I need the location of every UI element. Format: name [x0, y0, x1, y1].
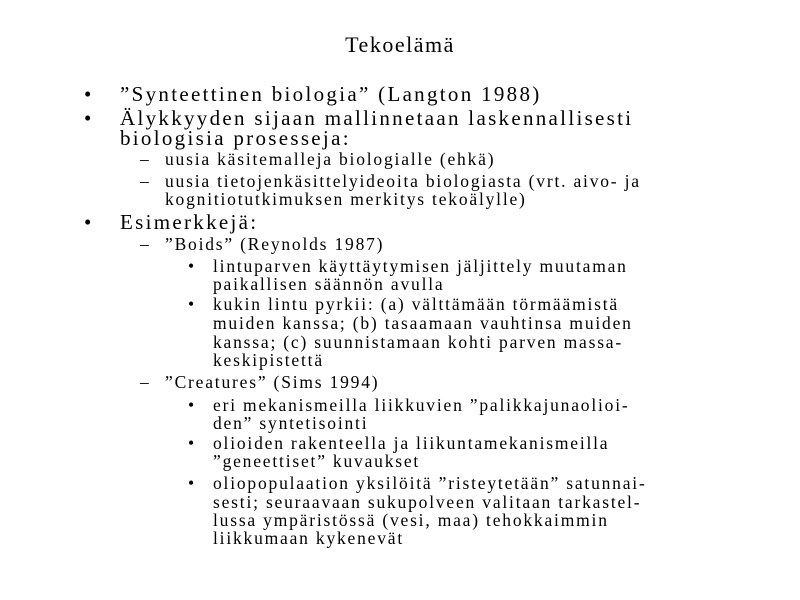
list-item: kanssa; (c) suunnistamaan kohti parven massa-	[213, 332, 624, 352]
list-item: uusia käsitemalleja biologialle (ehkä)	[165, 149, 496, 169]
dash-icon: –	[140, 171, 149, 191]
dash-icon: –	[140, 372, 149, 392]
bullet-icon: •	[188, 395, 195, 415]
list-item: Esimerkkejä:	[120, 210, 259, 234]
list-item: ”Boids” (Reynolds 1987)	[165, 234, 385, 254]
bullet-icon: •	[188, 473, 195, 493]
list-item: uusia tietojenkäsittelyideoita biologiasta (vrt. aivo- ja	[165, 171, 641, 191]
list-item: sesti; seuraavaan sukupolveen valitaan tarkastel-	[213, 492, 642, 512]
dash-icon: –	[140, 234, 149, 254]
bullet-icon: •	[188, 433, 195, 453]
list-item: biologisia prosesseja:	[120, 126, 351, 150]
list-item: kukin lintu pyrkii: (a) välttämään törmäämistä	[213, 294, 619, 314]
dash-icon: –	[140, 149, 149, 169]
list-item: ”Synteettinen biologia” (Langton 1988)	[120, 82, 542, 106]
list-item: keskipistettä	[213, 350, 324, 370]
bullet-icon: •	[84, 82, 92, 106]
bullet-icon: •	[188, 256, 195, 276]
list-item: lussa ympäristössä (vesi, maa) tehokkaimmin	[213, 510, 609, 530]
bullet-icon: •	[188, 294, 195, 314]
list-item: olioiden rakenteella ja liikuntamekanismeilla	[213, 433, 610, 453]
list-item: muiden kanssa; (b) tasaamaan vauhtinsa muiden	[213, 313, 633, 333]
slide-title: Tekoelämä	[345, 32, 455, 57]
list-item: lintuparven käyttäytymisen jäljittely muutaman	[213, 256, 628, 276]
list-item: paikallisen säännön avulla	[213, 274, 445, 294]
list-item: kognitiotutkimuksen merkitys tekoälylle)	[165, 189, 527, 209]
list-item: eri mekanismeilla liikkuvien ”palikkajunaolioi-	[213, 395, 630, 415]
bullet-icon: •	[84, 106, 92, 130]
list-item: ”geneettiset” kuvaukset	[213, 451, 421, 471]
bullet-icon: •	[84, 210, 92, 234]
list-item: den” syntetisointi	[213, 413, 369, 433]
list-item: oliopopulaation yksilöitä ”risteytetään” satunnai-	[213, 473, 647, 493]
list-item: Älykkyyden sijaan mallinnetaan laskennallisesti	[120, 106, 634, 130]
list-item: ”Creatures” (Sims 1994)	[165, 372, 380, 392]
list-item: liikkumaan kykenevät	[213, 528, 405, 548]
